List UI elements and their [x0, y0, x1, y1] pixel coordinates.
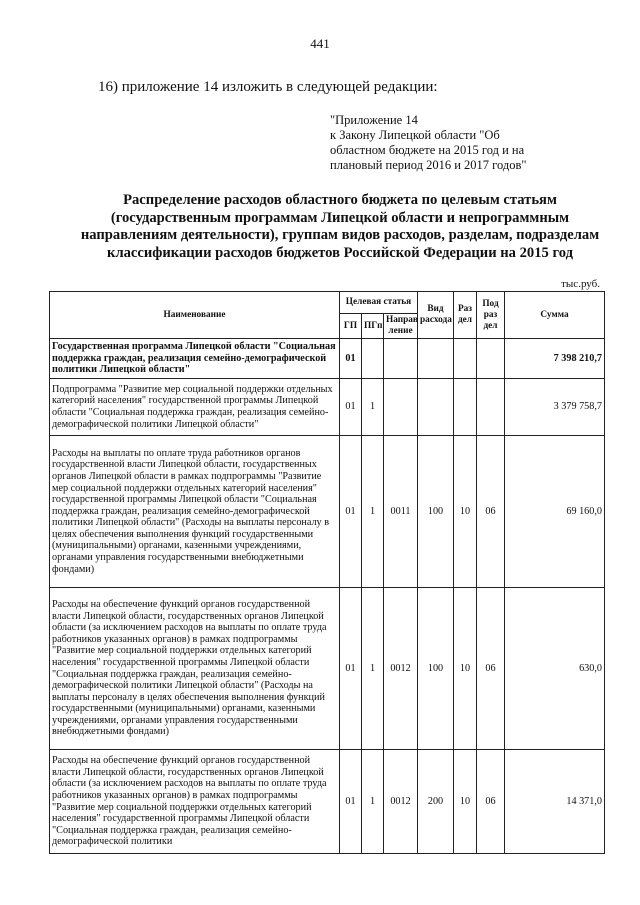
row-vid [418, 339, 454, 379]
row-vid: 100 [418, 436, 454, 588]
row-gp: 01 [340, 750, 362, 854]
row-direction: 0011 [384, 436, 418, 588]
row-sum: 3 379 758,7 [505, 379, 605, 436]
row-sgp: 1 [362, 588, 384, 750]
row-razdel [454, 339, 477, 379]
row-sum: 69 160,0 [505, 436, 605, 588]
row-name: Государственная программа Липецкой области "Социальная поддержка граждан, реализация семейно-демографической политики Липецкой области" [50, 339, 340, 379]
header-gp: ГП [340, 314, 362, 339]
row-name: Расходы на обеспечение функций органов государственной власти Липецкой области, государственных органов Липецкой области (за исключением расходов на выплаты по оплате труда работников указанных органов) в рамках подпрограммы "Развитие мер социальной поддержки отдельных категорий населения" государственной программы Липецкой области "Социальная поддержка граждан, реализация семейно-демографической политики Липецкой области" (Расходы на выплаты персоналу в целях обеспечения выполнения функций государственными (муниципальными) органами, казенными учреждениями, органами управления государственными внебюджетными фондами) [50, 588, 340, 750]
annex-reference [330, 113, 580, 173]
budget-table [49, 291, 605, 854]
row-vid [418, 379, 454, 436]
document-title [70, 192, 610, 262]
row-gp: 01 [340, 436, 362, 588]
annex-line: "Приложение 14 [330, 113, 418, 127]
units-label: тыс.руб. [561, 278, 600, 290]
annex-line: плановый период 2016 и 2017 годов" [330, 158, 527, 172]
row-sgp: 1 [362, 379, 384, 436]
row-sum: 14 371,0 [505, 750, 605, 854]
row-sgp [362, 339, 384, 379]
row-gp: 01 [340, 588, 362, 750]
page-number: 441 [310, 36, 330, 51]
row-direction: 0012 [384, 750, 418, 854]
row-podrazdel [477, 379, 505, 436]
table-row [50, 436, 605, 588]
row-sum: 630,0 [505, 588, 605, 750]
row-gp: 01 [340, 339, 362, 379]
row-name: Расходы на обеспечение функций органов государственной власти Липецкой области, государственных органов Липецкой области (за исключением расходов на выплаты по оплате труда работников указанных органов) в рамках подпрограммы "Развитие мер социальной поддержки отдельных категорий населения" государственной программы Липецкой области "Социальная поддержка граждан, реализация семейно-демографической политики [50, 750, 340, 854]
annex-line: к Закону Липецкой области "Об [330, 128, 500, 142]
row-vid: 100 [418, 588, 454, 750]
header-expense-type: Вид расхода [418, 292, 454, 339]
title-line: направлениям деятельности), группам видов расходов, разделам, подразделам [80, 227, 600, 243]
row-sum: 7 398 210,7 [505, 339, 605, 379]
row-podrazdel: 06 [477, 750, 505, 854]
row-name: Расходы на выплаты по оплате труда работников органов государственной власти Липецкой области, государственных органов Липецкой области в рамках подпрограммы "Развитие мер социальной поддержки отдельных категорий населения" государственной программы Липецкой области "Социальная поддержка граждан, реализация семейно-демографической политики Липецкой области" (Расходы на выплаты персоналу в целях обеспечения выполнения функций государственными (муниципальными) органами, казенными учреждениями, органами управления государственными внебюджетными фондами) [50, 436, 340, 588]
header-target-article: Целевая статья [340, 292, 418, 314]
annex-line: областном бюджете на 2015 год и на [330, 143, 525, 157]
header-subsection: Под раз дел [477, 292, 505, 339]
row-razdel: 10 [454, 750, 477, 854]
row-podrazdel: 06 [477, 436, 505, 588]
row-razdel [454, 379, 477, 436]
row-podrazdel: 06 [477, 588, 505, 750]
intro-text: 16) приложение 14 изложить в следующей редакции: [98, 79, 438, 95]
row-razdel: 10 [454, 588, 477, 750]
header-direction: Направ ление [384, 314, 418, 339]
title-line: Распределение расходов областного бюджета по целевым статьям [123, 192, 557, 208]
header-sum: Сумма [505, 292, 605, 339]
table-row [50, 339, 605, 379]
row-sgp: 1 [362, 436, 384, 588]
header-name: Наименование [50, 292, 340, 339]
header-section: Раз дел [454, 292, 477, 339]
row-gp: 01 [340, 379, 362, 436]
row-razdel: 10 [454, 436, 477, 588]
table-row [50, 588, 605, 750]
row-name: Подпрограмма "Развитие мер социальной поддержки отдельных категорий населения" государственной программы Липецкой области "Социальная поддержка граждан, реализация семейно-демографической политики Липецкой области" [50, 379, 340, 436]
row-sgp: 1 [362, 750, 384, 854]
row-direction: 0012 [384, 588, 418, 750]
title-line: классификации расходов бюджетов Российской Федерации на 2015 год [107, 244, 573, 261]
row-vid: 200 [418, 750, 454, 854]
title-line: (государственным программам Липецкой области и непрограммным [110, 209, 570, 226]
header-sgp: ПГп [362, 314, 384, 339]
row-direction [384, 339, 418, 379]
row-podrazdel [477, 339, 505, 379]
table-row [50, 750, 605, 854]
row-direction [384, 379, 418, 436]
table-row [50, 379, 605, 436]
